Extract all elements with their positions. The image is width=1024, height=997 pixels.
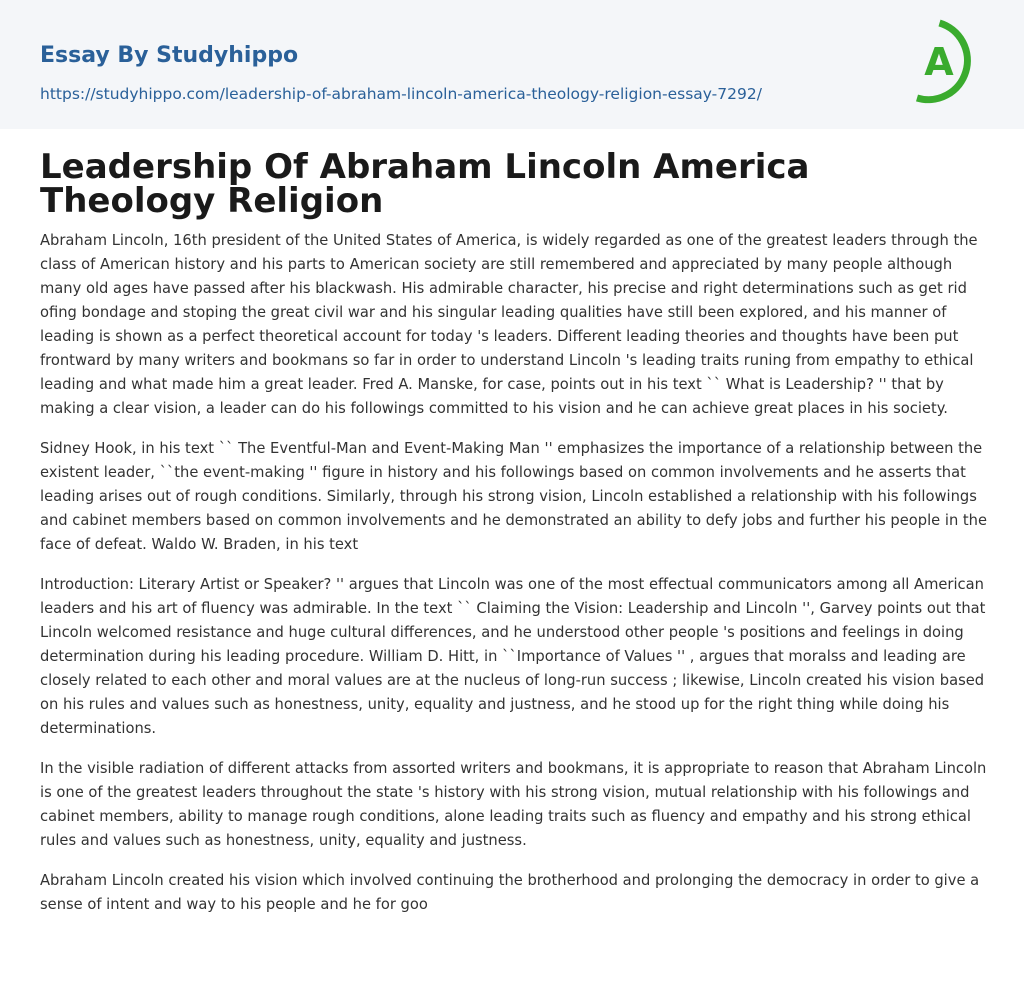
essay-paragraph: Sidney Hook, in his text `` The Eventful-Man and Event-Making Man '' emphasizes the importance of a relationship between the existent leader, ``the event-making '' figure in history and his followings based on common involvements and he asserts that leading arises out of rough conditions. Similarly, through his strong vision, Lincoln established a relationship with his followings and cabinet members based on common involvements and he demonstrated an ability to defy jobs and further his people in the face of defeat. Waldo W. Braden, in his text xyxy=(40,440,988,553)
essay-paragraph: In the visible radiation of different attacks from assorted writers and bookmans, it is appropriate to reason that Abraham Lincoln is one of the greatest leaders throughout the state 's history with his strong vision, mutual relationship with his followings and cabinet members, ability to manage rough conditions, alone leading traits such as fluency and empathy and his strong ethical rules and values such as honestness, unity, equality and justness. xyxy=(40,760,987,849)
site-brand[interactable]: Essay By Studyhippo xyxy=(40,43,299,68)
essay-body xyxy=(40,229,988,933)
essay-title: Leadership Of Abraham Lincoln America Theology Religion xyxy=(40,147,810,221)
site-header xyxy=(0,0,1024,129)
essay-url-link[interactable]: https://studyhippo.com/leadership-of-abraham-lincoln-america-theology-religion-essay-7292/ xyxy=(40,85,762,103)
studyhippo-logo[interactable] xyxy=(910,18,988,106)
essay-paragraph: Abraham Lincoln created his vision which involved continuing the brotherhood and prolonging the democracy in order to give a sense of intent and way to his people and he for goo xyxy=(40,872,980,913)
essay-paragraph: Introduction: Literary Artist or Speaker? '' argues that Lincoln was one of the most effectual communicators among all American leaders and his art of fluency was admirable. In the text `` Claiming the Vision: Leadership and Lincoln '', Garvey points out that Lincoln welcomed resistance and huge cultural differences, and he understood other people 's positions and feelings in doing determination during his leading procedure. William D. Hitt, in ``Importance of Values '' , argues that moralss and leading are closely related to each other and moral values are at the nucleus of long-run success ; likewise, Lincoln created his vision based on his rules and values such as honestness, unity, equality and justness, and he stood up for the right thing while doing his determinations. xyxy=(40,576,986,737)
logo-letter: A xyxy=(924,40,954,84)
essay-paragraph: Abraham Lincoln, 16th president of the United States of America, is widely regarded as one of the greatest leaders through the class of American history and his parts to American society are still remembered and appreciated by many people although many old ages have passed after his blackwash. His admirable character, his precise and right determinations such as get rid ofing bondage and stoping the great civil war and his singular leading qualities have still been explored, and his manner of leading is shown as a perfect theoretical account for today 's leaders. Different leading theories and thoughts have been put frontward by many writers and bookmans so far in order to understand Lincoln 's leading traits runing from empathy to ethical leading and what made him a great leader. Fred A. Manske, for case, points out in his text `` What is Leadership? '' that by making a clear vision, a leader can do his followings committed to his vision and he can achieve great places in his society. xyxy=(40,232,978,417)
